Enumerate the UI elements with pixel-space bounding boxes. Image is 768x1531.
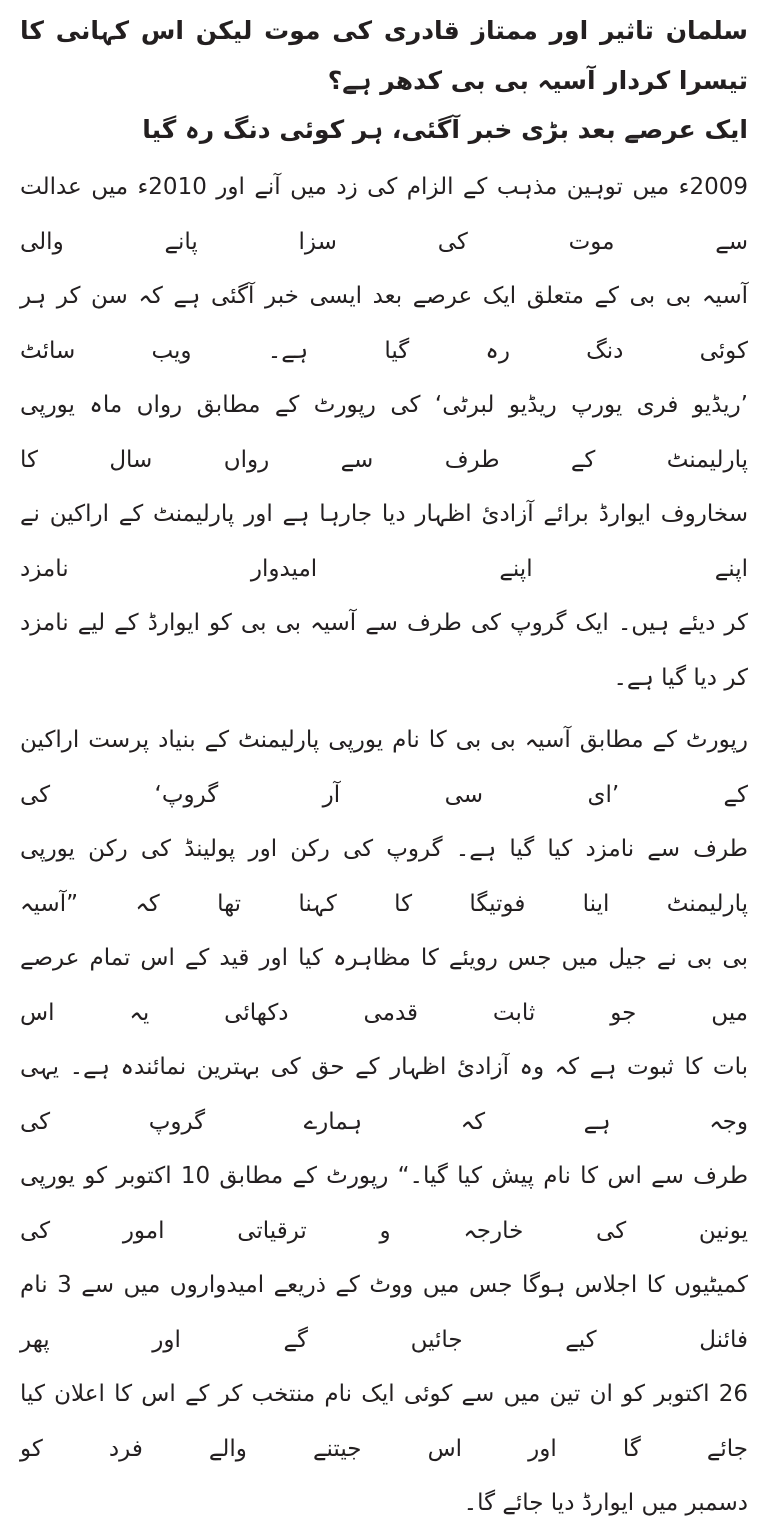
paragraph-line: آسیہ بی بی کے متعلق ایک عرصے بعد ایسی خبر آگئی ہے کہ سن کر ہر کوئی دنگ رہ گیا ہے۔ ویب سائٹ [20,283,748,364]
paragraph-line: کر دیئے ہیں۔ ایک گروپ کی طرف سے آسیہ بی بی کو ایوارڈ کے لیے نامزد کر دیا گیا ہے۔ [20,610,748,691]
paragraph-line: بی بی نے جیل میں جس رویئے کا مظاہرہ کیا اور قید کے اس تمام عرصے میں جو ثابت قدمی دکھائی یہ اس [20,945,748,1026]
paragraph-line: طرف سے اس کا نام پیش کیا گیا۔“ رپورٹ کے مطابق 10 اکتوبر کو یورپی یونین کی خارجہ و ترقیاتی امور کی [20,1163,749,1244]
paragraph-line: بات کا ثبوت ہے کہ وہ آزادیٔ اظہار کے حق کی بہترین نمائندہ ہے۔ یہی وجہ ہے کہ ہمارے گروپ کی [20,1054,748,1135]
article-headline [20,6,748,106]
paragraph-line: رپورٹ کے مطابق آسیہ بی بی کا نام یورپی پارلیمنٹ کے بنیاد پرست اراکین کے ’ای سی آر گروپ‘ کی [20,727,748,808]
article-subheadline: ایک عرصے بعد بڑی خبر آگئی، ہر کوئی دنگ رہ گیا [142,115,748,144]
paragraph-line: سخاروف ایوارڈ برائے آزادیٔ اظہار دیا جارہا ہے اور پارلیمنٹ کے اراکین نے اپنے اپنے امیدوار نامزد [20,501,748,582]
article-paragraph [20,160,748,705]
paragraph-line: 2009ء میں توہین مذہب کے الزام کی زد میں آنے اور 2010ء میں عدالت سے موت کی سزا پانے والی [20,174,749,255]
paragraph-line: 26 اکتوبر کو ان تین میں سے کوئی ایک نام منتخب کر کے اس کا اعلان کیا جائے گا اور اس جیتنے والے فرد کو [20,1381,748,1462]
paragraph-line: دسمبر میں ایوارڈ دیا جائے گا۔ [463,1490,748,1516]
paragraph-line: ’ریڈیو فری یورپ ریڈیو لبرٹی‘ کی رپورٹ کے مطابق رواں ماہ یورپی پارلیمنٹ کے طرف سے رواں سال کا [20,392,748,473]
paragraph-line: طرف سے نامزد کیا گیا ہے۔ گروپ کی رکن اور پولینڈ کی رکن یورپی پارلیمنٹ اینا فوتیگا کا کہنا تھا کہ ”آسیہ [20,836,748,917]
headline-line: سلمان تاثیر اور ممتاز قادری کی موت لیکن اس کہانی کا تیسرا کردار آسیہ بی بی کدھر ہے؟ [20,16,748,95]
article-paragraph [20,713,748,1531]
paragraph-line: کمیٹیوں کا اجلاس ہوگا جس میں ووٹ کے ذریعے امیدواروں میں سے 3 نام فائنل کیے جائیں گے اور پھر [20,1272,748,1353]
